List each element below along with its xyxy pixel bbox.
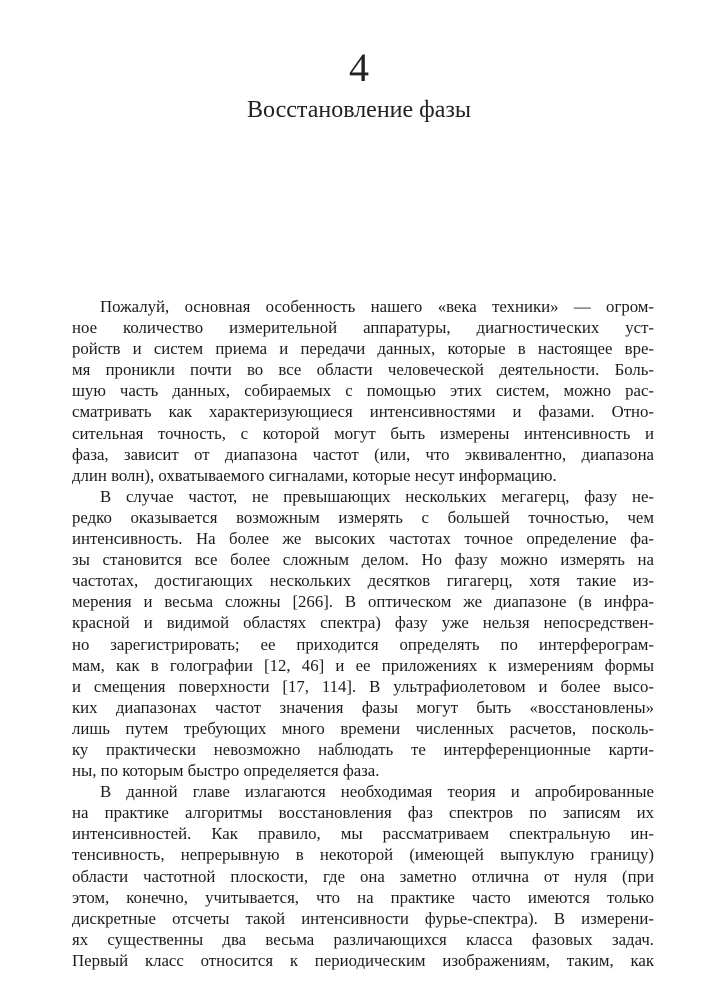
text-line: шую часть данных, собираемых с помощью этих систем, можно рас- (72, 381, 654, 401)
text-line: на практике алгоритмы восстановления фаз спектров по записям их (72, 803, 654, 823)
text-line: ны, по которым быстро определяется фаза. (72, 761, 380, 781)
text-line: мам, как в голографии [12, 46] и ее приложениях к измерениям формы (72, 655, 654, 675)
text-line: но зарегистрировать; ее приходится определять по интерферограм- (72, 634, 654, 654)
text-line: редко оказывается возможным измерять с большей точностью, чем (72, 507, 654, 527)
text-line: и смещения поверхности [17, 114]. В ультрафиолетовом и более высо- (72, 676, 654, 696)
body-text (72, 296, 654, 971)
text-line: тенсивность, непрерывную в некоторой (имеющей выпуклую границу) (72, 845, 654, 865)
paragraph (72, 296, 654, 486)
text-line: мерения и весьма сложны [266]. В оптическом же диапазоне (в инфра- (72, 592, 654, 612)
text-line: сматривать как характеризующиеся интенсивностями и фазами. Отно- (72, 402, 654, 422)
chapter-title: Восстановление фазы (247, 97, 471, 123)
text-line: зы становится все более сложным делом. Но фазу можно измерять на (72, 550, 654, 570)
text-line: сительная точность, с которой могут быть измерены интенсивность и (72, 423, 654, 443)
text-line: красной и видимой областях спектра) фазу уже нельзя непосредствен- (72, 613, 654, 633)
text-line: ку практически невозможно наблюдать те интерференционные карти- (72, 739, 654, 759)
paragraph (72, 781, 654, 971)
paragraph (72, 486, 654, 781)
text-line: лишь путем требующих много времени численных расчетов, посколь- (72, 718, 654, 738)
text-line: дискретные отсчеты такой интенсивности фурье-спектра). В измерени- (72, 908, 654, 928)
text-line: фаза, зависит от диапазона частот (или, что эквивалентно, диапазона (72, 444, 654, 464)
text-line: области частотной плоскости, где она заметно отлична от нуля (при (72, 866, 654, 886)
text-line: В случае частот, не превышающих нескольких мегагерц, фазу не- (100, 486, 654, 506)
text-line: мя проникли почти во все области человеческой деятельности. Боль- (72, 360, 654, 380)
text-line: Первый класс относится к периодическим изображениям, таким, как (72, 950, 654, 970)
text-line: частотах, достигающих нескольких десятков гигагерц, хотя такие из- (72, 571, 654, 591)
text-line: ких диапазонах частот значения фазы могут быть «восстановлены» (72, 697, 654, 717)
text-line: ях существенны два весьма различающихся класса фазовых задач. (72, 929, 654, 949)
text-line: ное количество измерительной аппаратуры, диагностических уст- (72, 318, 654, 338)
text-line: В данной главе излагаются необходимая теория и апробированные (100, 782, 654, 802)
chapter-number: 4 (349, 45, 369, 90)
text-line: интенсивностей. Как правило, мы рассматриваем спектральную ин- (72, 824, 654, 844)
text-line: длин волн), охватываемого сигналами, которые несут информацию. (72, 465, 557, 485)
text-line: Пожалуй, основная особенность нашего «века техники» — огром- (100, 297, 654, 316)
text-line: ройств и систем приема и передачи данных, которые в настоящее вре- (72, 339, 654, 359)
text-line: интенсивность. На более же высоких частотах точное определение фа- (72, 529, 654, 549)
text-line: этом, конечно, учитывается, что на практике часто имеются только (72, 887, 654, 907)
